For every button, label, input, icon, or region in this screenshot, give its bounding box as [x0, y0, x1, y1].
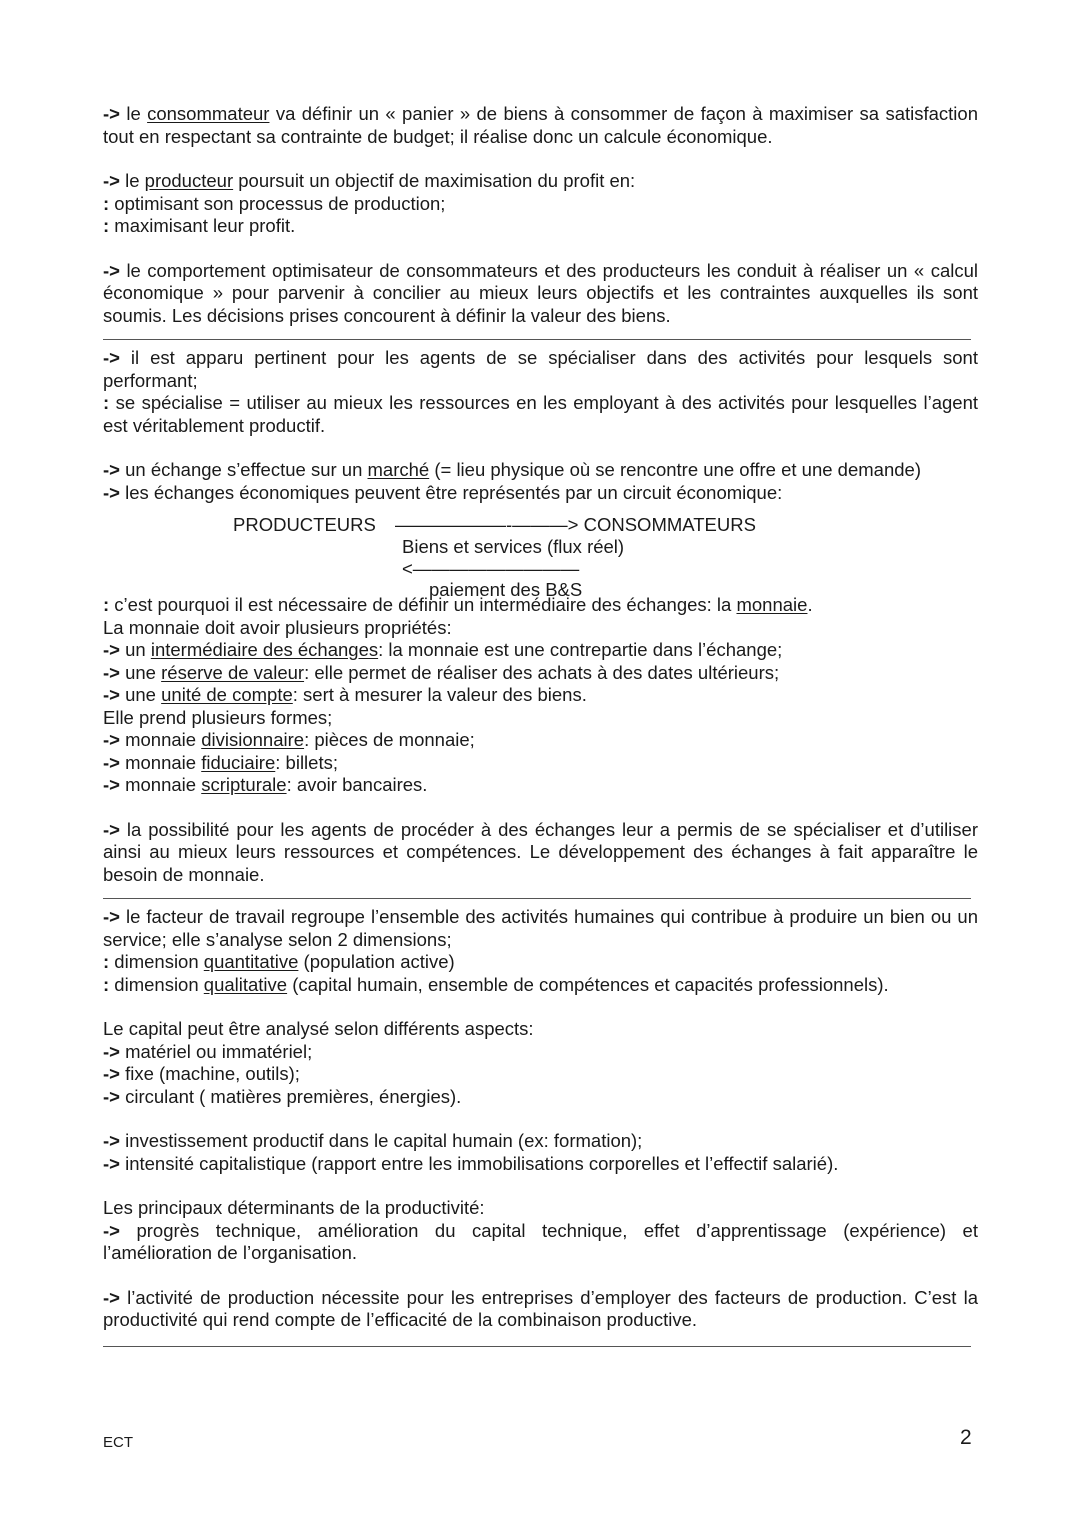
- circuit-top-arrow: ——————-———> CONSOMMATEURS: [395, 514, 756, 535]
- list-item: [103, 1086, 978, 1109]
- text: le: [119, 103, 148, 124]
- text: : pièces de monnaie;: [304, 729, 475, 750]
- arrow-marker: ->: [103, 347, 120, 368]
- list-item: [103, 482, 978, 505]
- term-producteur: producteur: [144, 170, 234, 191]
- text: intensité capitalistique (rapport entre les immobilisations corporelles et l’effectif salarié).: [119, 1152, 839, 1174]
- list-item: [103, 906, 978, 951]
- section-divider: [103, 1346, 971, 1347]
- list-item: [103, 193, 978, 216]
- arrow-marker: ->: [103, 751, 120, 773]
- paragraph-facteur-travail: [103, 906, 978, 996]
- term-scripturale: scripturale: [201, 774, 287, 795]
- arrow-marker: ->: [103, 1219, 120, 1241]
- colon-marker: :: [103, 215, 110, 236]
- text: le comportement optimisateur de consommateurs et des producteurs les conduit à réaliser un « calcul économique » pour parvenir à concilier au mieux leurs objectifs et les contraintes auxquelles ils sont soumis. Les décisions prises concourent à définir la valeur des biens.: [103, 259, 978, 326]
- term-divisionnaire: divisionnaire: [201, 729, 305, 750]
- arrow-marker: ->: [103, 1286, 120, 1308]
- text: (capital humain, ensemble de compétences et capacités professionnels).: [287, 973, 889, 995]
- text: dimension: [109, 973, 204, 995]
- list-item: [103, 1063, 978, 1086]
- list-item: [103, 392, 978, 437]
- arrow-marker: ->: [103, 906, 120, 927]
- text: la possibilité pour les agents de procéder à des échanges leur a permis de se spécialiser et d’utiliser ainsi au mieux leurs ressources et compétences. Le développement des échanges à fait apparaître le besoin de monnaie.: [103, 818, 978, 885]
- arrow-marker: ->: [103, 1130, 120, 1151]
- circuit-bottom-arrow: <—————————: [402, 558, 580, 579]
- arrow-marker: ->: [103, 259, 120, 281]
- text: : billets;: [275, 751, 338, 773]
- list-item: [103, 1220, 978, 1265]
- list-item: [103, 974, 978, 997]
- text: investissement productif dans le capital humain (ex: formation);: [119, 1130, 643, 1151]
- arrow-marker: ->: [103, 1063, 120, 1084]
- text: : avoir bancaires.: [286, 774, 428, 795]
- text: c’est pourquoi il est nécessaire de définir un intermédiaire des échanges: la: [109, 594, 737, 615]
- list-item: [103, 684, 978, 707]
- paragraph-producteur: [103, 170, 978, 238]
- circuit-label-payment: paiement des B&S: [429, 579, 583, 600]
- list-item: [103, 1130, 978, 1153]
- arrow-marker: ->: [103, 103, 120, 124]
- term-consommateur: consommateur: [147, 103, 270, 124]
- list-item: [103, 639, 978, 662]
- text: l’activité de production nécessite pour les entreprises d’employer des facteurs de production. C’est la productivité qui rend compte de l’efficacité de la combinaison productive.: [103, 1286, 978, 1330]
- term-intermediaire-des-echanges: intermédiaire des échanges: [150, 639, 379, 660]
- colon-marker: :: [103, 594, 110, 615]
- text: une: [119, 684, 162, 705]
- text: monnaie: [119, 729, 202, 750]
- list-item: [103, 170, 978, 193]
- paragraph-determinants-productivite: [103, 1197, 978, 1265]
- text: (population active): [298, 951, 455, 972]
- arrow-marker: ->: [103, 1085, 120, 1107]
- list-item: [103, 662, 978, 685]
- text: monnaie: [119, 751, 202, 773]
- arrow-marker: ->: [103, 639, 120, 660]
- text: .: [807, 594, 813, 615]
- paragraph-capital: [103, 1018, 978, 1108]
- text: le facteur de travail regroupe l’ensemble des activités humaines qui contribue à produire un bien ou un service; elle s’analyse selon 2 dimensions;: [103, 906, 978, 950]
- text-line: La monnaie doit avoir plusieurs propriétés:: [103, 616, 452, 638]
- text: circulant ( matières premières, énergies).: [119, 1085, 462, 1107]
- term-fiduciaire: fiduciaire: [201, 751, 276, 773]
- text: dimension: [109, 951, 204, 972]
- text-line: Les principaux déterminants de la productivité:: [103, 1197, 485, 1218]
- arrow-marker: ->: [103, 774, 120, 795]
- section-divider: [103, 339, 971, 340]
- list-item: [103, 459, 978, 482]
- text-line: Le capital peut être analysé selon différents aspects:: [103, 1018, 534, 1039]
- paragraph-besoin-monnaie: [103, 819, 978, 887]
- text: un: [119, 639, 151, 660]
- colon-marker: :: [103, 973, 110, 995]
- paragraph-activite-production: [103, 1287, 978, 1332]
- arrow-marker: ->: [103, 1040, 120, 1062]
- list-item: [103, 774, 978, 797]
- arrow-marker: ->: [103, 170, 120, 191]
- text: il est apparu pertinent pour les agents de se spécialiser dans des activités pour lesquels sont performant;: [103, 347, 978, 391]
- term-monnaie: monnaie: [736, 594, 808, 615]
- colon-marker: :: [103, 951, 110, 972]
- circuit-label-real-flow: Biens et services (flux réel): [402, 536, 625, 557]
- text: monnaie: [119, 774, 202, 795]
- arrow-marker: ->: [103, 661, 120, 683]
- arrow-marker: ->: [103, 818, 120, 840]
- text: optimisant son processus de production;: [109, 192, 446, 214]
- text: se spécialise = utiliser au mieux les ressources en les employant à des activités pour lesquelles l’agent est véritablement productif.: [103, 392, 978, 436]
- paragraph-calcul-economique: [103, 260, 978, 328]
- text: maximisant leur profit.: [109, 215, 296, 236]
- arrow-marker: ->: [103, 459, 120, 480]
- text: matériel ou immatériel;: [119, 1040, 313, 1062]
- text: un échange s’effectue sur un: [119, 459, 368, 480]
- document-page: [103, 103, 978, 1361]
- page-number: 2: [960, 1426, 972, 1449]
- paragraph-consommateur: [103, 103, 978, 148]
- text: (= lieu physique où se rencontre une offre et une demande): [429, 459, 921, 480]
- term-qualitative: qualitative: [203, 973, 288, 995]
- paragraph-monnaie: [103, 594, 978, 797]
- list-item: [103, 951, 978, 974]
- text: une: [119, 661, 162, 683]
- arrow-marker: ->: [103, 684, 120, 705]
- footer-label: ECT: [103, 1434, 133, 1451]
- term-unite-de-compte: unité de compte: [161, 684, 293, 705]
- text: : sert à mesurer la valeur des biens.: [292, 684, 587, 705]
- paragraph-investissement: [103, 1130, 978, 1175]
- text: : la monnaie est une contrepartie dans l’échange;: [378, 639, 783, 660]
- list-item: [103, 347, 978, 392]
- section-divider: [103, 898, 971, 899]
- text: : elle permet de réaliser des achats à des dates ultérieurs;: [304, 661, 780, 683]
- arrow-marker: ->: [103, 1152, 120, 1174]
- text: va définir un « panier » de biens à consommer de façon à maximiser sa satisfaction tout en respectant sa contrainte de budget; il réalise donc un calcule économique.: [103, 103, 978, 147]
- colon-marker: :: [103, 392, 110, 413]
- list-item: [103, 215, 978, 238]
- paragraph-echange: [103, 459, 978, 504]
- list-item: [103, 752, 978, 775]
- list-item: [103, 729, 978, 752]
- term-reserve-de-valeur: réserve de valeur: [161, 661, 305, 683]
- term-marche: marché: [367, 459, 430, 480]
- colon-marker: :: [103, 192, 110, 214]
- text: poursuit un objectif de maximisation du profit en:: [233, 170, 636, 191]
- list-item: [103, 1041, 978, 1064]
- list-item: [103, 1153, 978, 1176]
- text: les échanges économiques peuvent être représentés par un circuit économique:: [119, 481, 783, 503]
- paragraph-specialisation: [103, 347, 978, 437]
- economic-circuit-diagram: [103, 504, 978, 600]
- arrow-marker: ->: [103, 729, 120, 750]
- arrow-marker: ->: [103, 481, 120, 503]
- text: le: [119, 170, 145, 191]
- text-line: Elle prend plusieurs formes;: [103, 706, 333, 728]
- text: progrès technique, amélioration du capital technique, effet d’apprentissage (expérience) et l’amélioration de l’organisation.: [103, 1219, 978, 1263]
- text: fixe (machine, outils);: [119, 1063, 300, 1084]
- term-quantitative: quantitative: [203, 951, 299, 972]
- circuit-producteurs: PRODUCTEURS: [233, 514, 376, 535]
